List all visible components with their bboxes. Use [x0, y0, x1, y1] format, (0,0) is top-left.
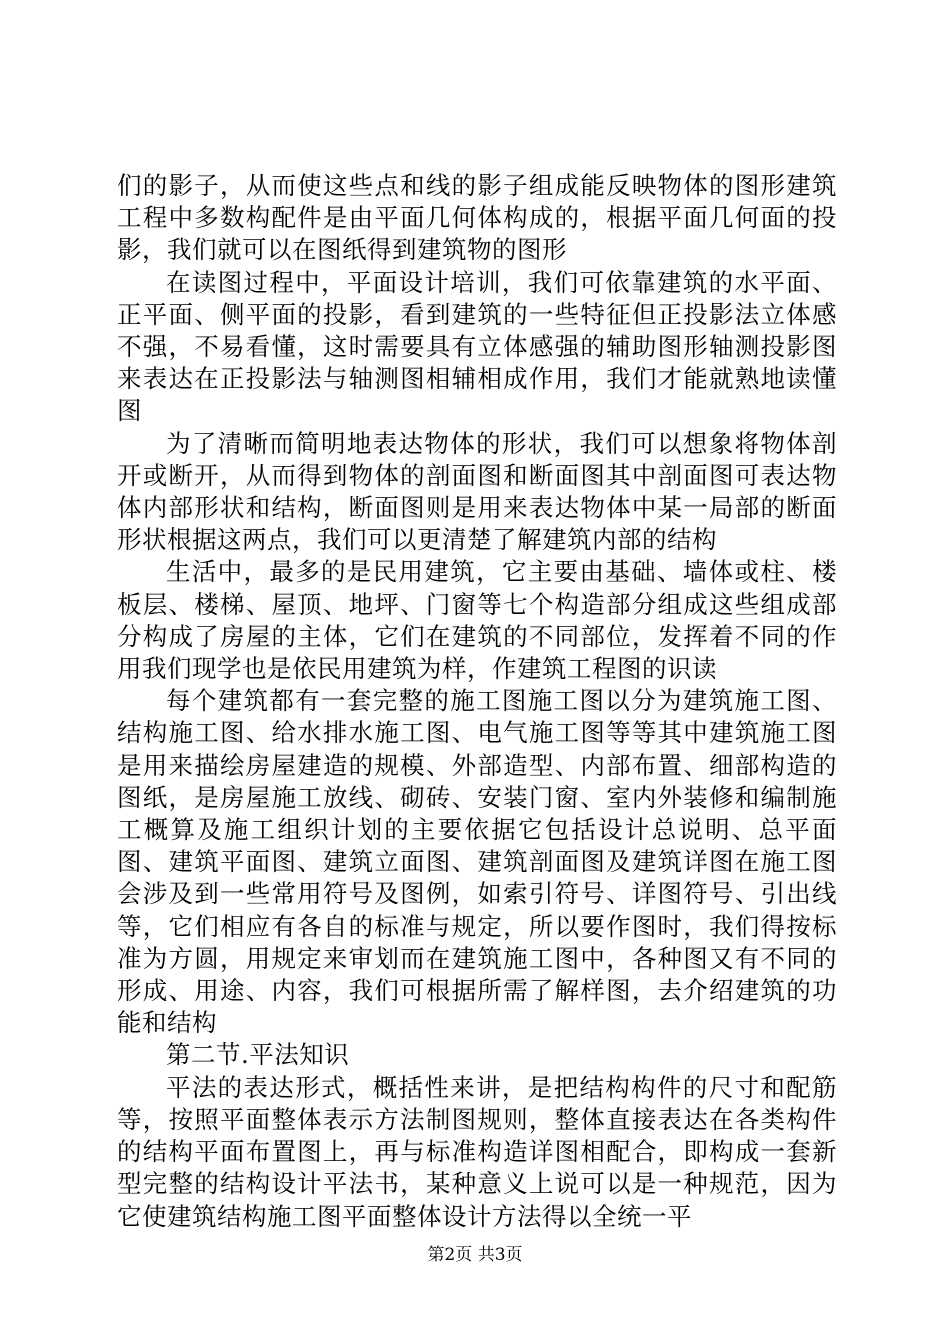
paragraph-reading-drawings: 在读图过程中，平面设计培训，我们可依靠建筑的水平面、正平面、侧平面的投影，看到建筑的一些特征但正投影法立体感不强，不易看懂，这时需要具有立体感强的辅助图形轴测投影图来表达在正投影法与轴测图相辅相成作用，我们才能就熟地读懂图 [117, 267, 837, 426]
document-body [117, 170, 837, 1233]
paragraph-civil-buildings: 生活中，最多的是民用建筑，它主要由基础、墙体或柱、楼板层、楼梯、屋顶、地坪、门窗等七个构造部分组成这些组成部分构成了房屋的主体，它们在建筑的不同部位，发挥着不同的作用我们现学也是依民用建筑为样，作建筑工程图的识读 [117, 557, 837, 684]
paragraph-continuation: 们的影子，从而使这些点和线的影子组成能反映物体的图形建筑工程中多数构配件是由平面几何体构成的，根据平面几何面的投影，我们就可以在图纸得到建筑物的图形 [117, 171, 837, 265]
paragraph-pingfa: 平法的表达形式，概括性来讲，是把结构构件的尺寸和配筋等，按照平面整体表示方法制图规则，整体直接表达在各类构件的结构平面布置图上，再与标准构造详图相配合，即构成一套新型完整的结构设计平法书，某种意义上说可以是一种规范，因为它使建筑结构施工图平面整体设计方法得以全统一平 [117, 1072, 837, 1231]
section-heading: 第二节.平法知识 [166, 1040, 350, 1070]
paragraph-construction-drawings: 每个建筑都有一套完整的施工图施工图以分为建筑施工图、结构施工图、给水排水施工图、电气施工图等等其中建筑施工图是用来描绘房屋建造的规模、外部造型、内部布置、细部构造的图纸，是房屋施工放线、砌砖、安装门窗、室内外装修和编制施工概算及施工组织计划的主要依据它包括设计总说明、总平面图、建筑平面图、建筑立面图、建筑剖面图及建筑详图在施工图会涉及到一些常用符号及图例，如索引符号、详图符号、引出线等，它们相应有各自的标准与规定，所以要作图时，我们得按标准为方圆，用规定来审划而在建筑施工图中，各种图又有不同的形成、用途、内容，我们可根据所需了解样图，去介绍建筑的功能和结构 [117, 686, 837, 1038]
paragraph-sections: 为了清晰而简明地表达物体的形状，我们可以想象将物体剖开或断开，从而得到物体的剖面图和断面图其中剖面图可表达物体内部形状和结构，断面图则是用来表达物体中某一局部的断面形状根据这两点，我们可以更清楚了解建筑内部的结构 [117, 428, 837, 555]
page-footer: 第2页 共3页 [427, 1245, 523, 1265]
